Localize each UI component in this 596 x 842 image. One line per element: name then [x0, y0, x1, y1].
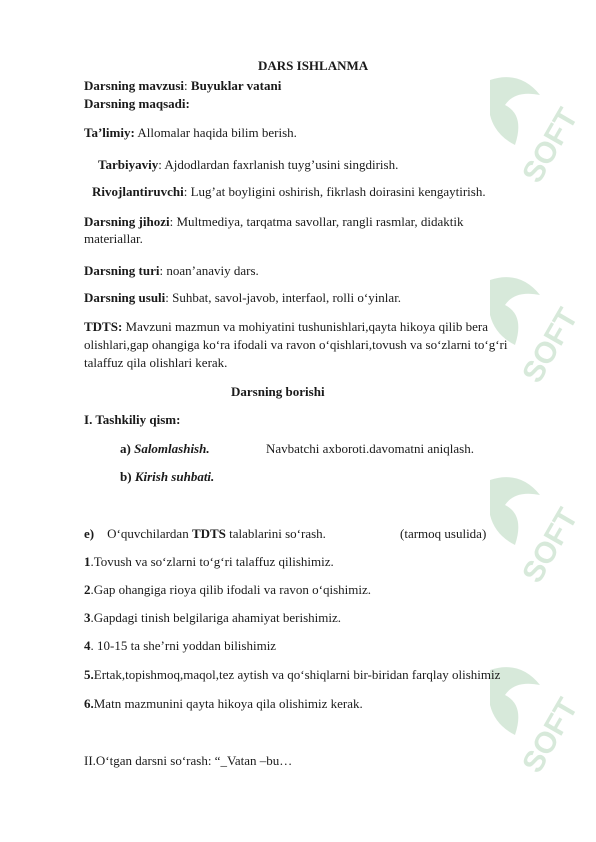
item-a [120, 441, 210, 457]
topic-sep: : [184, 78, 191, 93]
item-e-letter: e) [84, 526, 95, 541]
topic-value: Buyuklar vatani [190, 78, 282, 93]
document-title: DARS ISHLANMA [258, 58, 369, 73]
watermark-text: SOFT [516, 502, 585, 589]
rule-item [84, 554, 334, 570]
equipment-text: : Multmediya, tarqatma savollar, rangli rasmlar, didaktik [169, 214, 464, 229]
educational-text: Allomalar haqida bilim berish. [134, 125, 297, 140]
rule-text: Ertak,topishmoq,maqol,tez aytish va qo‘shiqlarni bir-biridan farqlay olishimiz [93, 667, 501, 682]
rule-text: Matn mazmunini qayta hikoya qila olishimiz kerak. [93, 696, 363, 711]
topic-line [84, 78, 281, 94]
rule-item [84, 667, 500, 683]
rule-item [84, 610, 341, 626]
item-e [84, 526, 326, 542]
item-a-letter: a) [120, 441, 131, 456]
rule-num: 3 [84, 610, 91, 625]
rule-text: .Tovush va so‘zlarni to‘g‘ri talaffuz qilishimiz. [90, 554, 334, 569]
section-2-heading: II.O‘tgan darsni so‘rash: “_Vatan –bu… [84, 753, 293, 768]
rule-item [84, 582, 371, 598]
tdts-line [84, 319, 488, 335]
watermark-logo [470, 260, 590, 410]
section-1-heading [84, 412, 180, 428]
section-1-num: I [84, 412, 90, 427]
upbringing-text: : Ajdodlardan faxrlanish tuyg’usini singdirish. [158, 157, 399, 172]
item-a-desc: Navbatchi axboroti.davomatni aniqlash. [266, 441, 474, 456]
topic-label: Darsning mavzusi [84, 78, 185, 93]
item-e-post: talablarini so‘rash. [225, 526, 326, 541]
tdts-label: TDTS: [84, 319, 123, 334]
rule-item [84, 638, 276, 654]
item-e-note: (tarmoq usulida) [400, 526, 487, 541]
rule-num: 2 [84, 582, 91, 597]
developmental-label: Rivojlantiruvchi [92, 184, 184, 199]
rule-num: 5. [84, 667, 94, 682]
equipment-text-cont: materiallar. [84, 231, 143, 246]
tdts-text: Mavzuni mazmun va mohiyatini tushunishlari,qayta hikoya qilib bera [122, 319, 489, 334]
rule-text: .Gapdagi tinish belgilariga ahamiyat berishimiz. [90, 610, 342, 625]
equipment-label: Darsning jihozi [84, 214, 170, 229]
rule-num: 4 [84, 638, 91, 653]
watermark-text: SOFT [516, 102, 585, 189]
watermark-text: SOFT [516, 692, 585, 779]
developmental-goal [92, 184, 486, 200]
lesson-method [84, 290, 401, 306]
rule-text: . 10-15 ta she’rni yoddan bilishimiz [90, 638, 277, 653]
goal-label: Darsning maqsadi: [84, 96, 190, 111]
rule-num: 1 [84, 554, 91, 569]
developmental-text: : Lug’at boyligini oshirish, fikrlash doirasini kengaytirish. [183, 184, 486, 199]
tdts-text-2: olishlari,gap ohangiga ko‘ra ifodali va ravon o‘qishlari,tovush va so‘zlarni to‘g‘ri [84, 337, 508, 352]
upbringing-goal [98, 157, 398, 173]
educational-label: Ta’limiy: [84, 125, 135, 140]
watermark-logo [470, 60, 590, 210]
item-b [120, 469, 214, 485]
rule-item [84, 696, 363, 712]
tdts-text-3: talaffuz qila olishlari kerak. [84, 355, 228, 370]
watermark-text: SOFT [516, 302, 585, 389]
upbringing-label: Tarbiyaviy [98, 157, 159, 172]
item-a-title: Salomlashish. [134, 441, 210, 456]
rule-text: .Gap ohangiga rioya qilib ifodali va ravon o‘qishimiz. [90, 582, 372, 597]
educational-goal [84, 125, 297, 141]
method-label: Darsning usuli [84, 290, 166, 305]
lesson-type [84, 263, 259, 279]
equipment-line [84, 214, 464, 230]
type-text: : noan’anaviy dars. [159, 263, 259, 278]
watermark-logo [470, 460, 590, 610]
rule-num: 6. [84, 696, 94, 711]
type-label: Darsning turi [84, 263, 160, 278]
item-e-pre: O‘quvchilardan [107, 526, 192, 541]
item-e-bold: TDTS [191, 526, 226, 541]
method-text: : Suhbat, savol-javob, interfaol, rolli o‘yinlar. [165, 290, 402, 305]
item-b-title: Kirish suhbati. [134, 469, 215, 484]
item-b-letter: b) [120, 469, 132, 484]
lesson-progress-heading: Darsning borishi [231, 384, 325, 399]
section-1-title: . Tashkiliy qism: [89, 412, 181, 427]
